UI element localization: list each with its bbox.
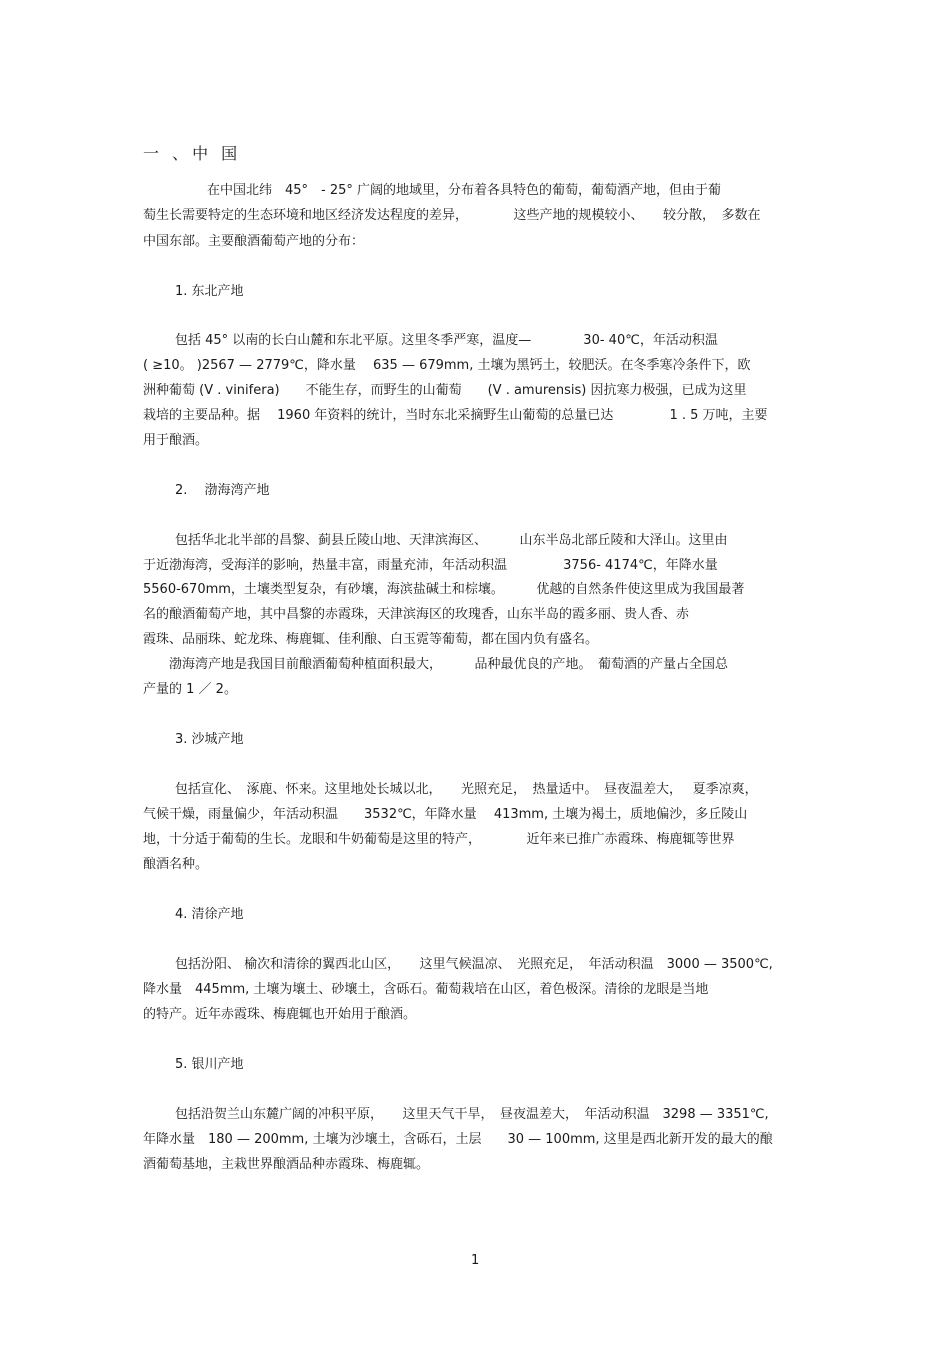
body-line: 包括汾阳、 榆次和清徐的翼西北山区， 这里气候温凉、 光照充足， 年活动积温 3000 — 3500℃, (175, 957, 773, 972)
body-line: 用于酿酒。 (143, 433, 209, 448)
body-line: 洲种葡萄 (V . vinifera) 不能生存，而野生的山葡萄 (V . amurensis) 因抗寒力极强，已成为这里 (143, 383, 747, 398)
intro-line-2: 萄生长需要特定的生态环境和地区经济发达程度的差异， 这些产地的规模较小、 较分散， 多数在 (143, 208, 761, 223)
body-line: 降水量 445mm, 土壤为壤土、砂壤土，含砾石。葡萄栽培在山区，着色极深。清徐的龙眼是当地 (143, 982, 709, 997)
body-line: 产量的 1 ／ 2。 (143, 682, 237, 697)
section-title-northeast: 1. 东北产地 (175, 284, 244, 299)
body-line: 霞珠、品丽珠、蛇龙珠、梅鹿辄、佳利酿、白玉霓等葡萄，都在国内负有盛名。 (143, 632, 599, 647)
section-title-qingxu: 4. 清徐产地 (175, 907, 244, 922)
body-line: 渤海湾产地是我国目前酿酒葡萄种植面积最大， 品种最优良的产地。 葡萄酒的产量占全国总 (143, 657, 729, 672)
page-number: 1 (471, 1253, 480, 1268)
body-line: 栽培的主要品种。据 1960 年资料的统计，当时东北采摘野生山葡萄的总量已达 1 . 5 万吨，主要 (143, 408, 768, 423)
section-title-bohai: 2. 渤海湾产地 (175, 483, 270, 498)
body-line: 地，十分适于葡萄的生长。龙眼和牛奶葡萄是这里的特产， 近年来已推广赤霞珠、梅鹿辄等世界 (143, 832, 735, 847)
body-line: 名的酿酒葡萄产地，其中昌黎的赤霞珠，天津滨海区的玫瑰香，山东半岛的霞多丽、贵人香、赤 (143, 607, 690, 622)
body-line: 气候干燥，雨量偏少，年活动积温 3532℃，年降水量 413mm, 土壤为褐土，质地偏沙，多丘陵山 (143, 807, 748, 822)
section-title-yinchuan: 5. 银川产地 (175, 1057, 244, 1072)
body-line: 5560-670mm，土壤类型复杂，有砂壤，海滨盐碱土和棕壤。 优越的自然条件使这里成为我国最著 (143, 582, 745, 597)
body-line: 包括 45° 以南的长白山麓和东北平原。这里冬季严寒，温度— 30- 40℃，年活动积温 (175, 333, 718, 348)
body-line: 包括华北北半部的昌黎、蓟县丘陵山地、天津滨海区、 山东半岛北部丘陵和大泽山。这里由 (175, 533, 728, 548)
body-line: 包括宣化、 涿鹿、怀来。这里地处长城以北， 光照充足， 热量适中。 昼夜温差大， 夏季凉爽， (175, 782, 758, 797)
body-line: 于近渤海湾，受海洋的影响，热量丰富，雨量充沛，年活动积温 3756- 4174℃，年降水量 (143, 558, 718, 573)
page-heading: 一 、中 国 (143, 144, 242, 163)
section-title-shacheng: 3. 沙城产地 (175, 732, 244, 747)
body-line: ( ≥10。 )2567 — 2779℃，降水量 635 — 679mm, 土壤为黑钙土，较肥沃。在冬季寒冷条件下，欧 (143, 358, 751, 373)
body-line: 的特产。近年赤霞珠、梅鹿辄也开始用于酿酒。 (143, 1007, 417, 1022)
body-line: 酿酒名种。 (143, 857, 209, 872)
body-line: 年降水量 180 — 200mm, 土壤为沙壤土，含砾石，土层 30 — 100mm, 这里是西北新开发的最大的酿 (143, 1132, 773, 1147)
intro-line-3: 中国东部。主要酿酒葡萄产地的分布： (143, 234, 365, 249)
body-line: 包括沿贺兰山东麓广阔的冲积平原， 这里天气干旱， 昼夜温差大， 年活动积温 3298 — 3351℃, (175, 1107, 769, 1122)
body-line: 酒葡萄基地，主栽世界酿酒品种赤霞珠、梅鹿辄。 (143, 1157, 430, 1172)
intro-line-1: 在中国北纬 45° - 25° 广阔的地域里，分布着各具特色的葡萄，葡萄酒产地，但由于葡 (207, 183, 722, 198)
